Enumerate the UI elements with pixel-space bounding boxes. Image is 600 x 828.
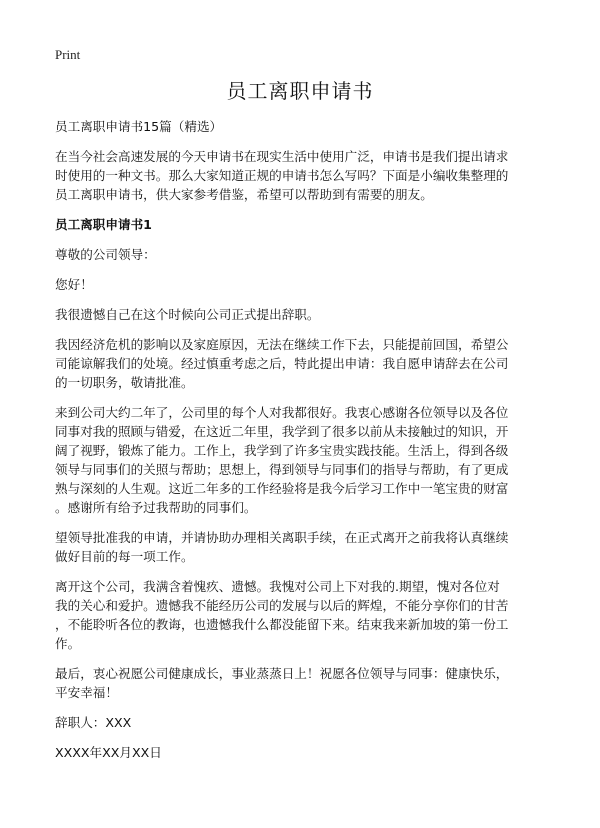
date: XXXX年XX月XX日	[55, 745, 162, 760]
paragraph: 我因经济危机的影响以及家庭原因，无法在继续工作下去，只能提前回国，希望公 司能谅解我们的处境。经过慎重考虑之后，特此提出申请：我自愿申请辞去在公司 的一切职务，敬请批准。	[55, 337, 509, 390]
greeting: 您好！	[55, 277, 93, 292]
closing-paragraph: 最后，衷心祝愿公司健康成长，事业蒸蒸日上！祝愿各位领导与同事：健康快乐， 平安幸福！	[55, 666, 509, 700]
paragraph: 离开这个公司，我满含着愧疚、遗憾。我愧对公司上下对我的.期望，愧对各位对 我的关心和爱护。遗憾我不能经历公司的发展与以后的辉煌，不能分享你们的甘苦 ，不能聆听各位的教诲，也遗憾我什么都没能留下来。结束我来新加坡的第一份工 作。	[55, 579, 509, 651]
paragraph: 我很遗憾自己在这个时候向公司正式提出辞职。	[55, 307, 320, 322]
paragraph: 来到公司大约二年了，公司里的每个人对我都很好。我衷心感谢各位领导以及各位 同事对我的照顾与错爱，在这近二年里，我学到了很多以前从未接触过的知识，开 阔了视野，锻炼了能力。工作上，我学到了许多宝贵实践技能。生活上，得到各级 领导与同事们的关照与帮助；思想上，得到领导与同事们的指导与帮助，有了更成 熟与深刻的人生观。这近二年多的工作经验将是我今后学习工作中一笔宝贵的财富 。感谢所有给予过我帮助的同事们。	[55, 405, 509, 515]
section-heading: 员工离职申请书1	[55, 217, 152, 232]
page-title: 员工离职申请书	[226, 79, 374, 103]
document-body	[55, 117, 595, 773]
intro-paragraph: 在当今社会高速发展的今天申请书在现实生活中使用广泛，申请书是我们提出请求 时使用的一种文书。那么大家知道正规的申请书怎么写吗？下面是小编收集整理的 员工离职申请书，供大家参考借鉴，希望可以帮助到有需要的朋友。	[55, 149, 509, 202]
paragraph: 望领导批准我的申请，并请协助办理相关离职手续，在正式离开之前我将认真继续 做好目前的每一项工作。	[55, 530, 509, 564]
subtitle: 员工离职申请书15篇（精选）	[55, 119, 223, 134]
print-link[interactable]: Print	[55, 47, 81, 62]
signature: 辞职人：XXX	[55, 715, 132, 730]
salutation: 尊敬的公司领导：	[55, 247, 156, 262]
